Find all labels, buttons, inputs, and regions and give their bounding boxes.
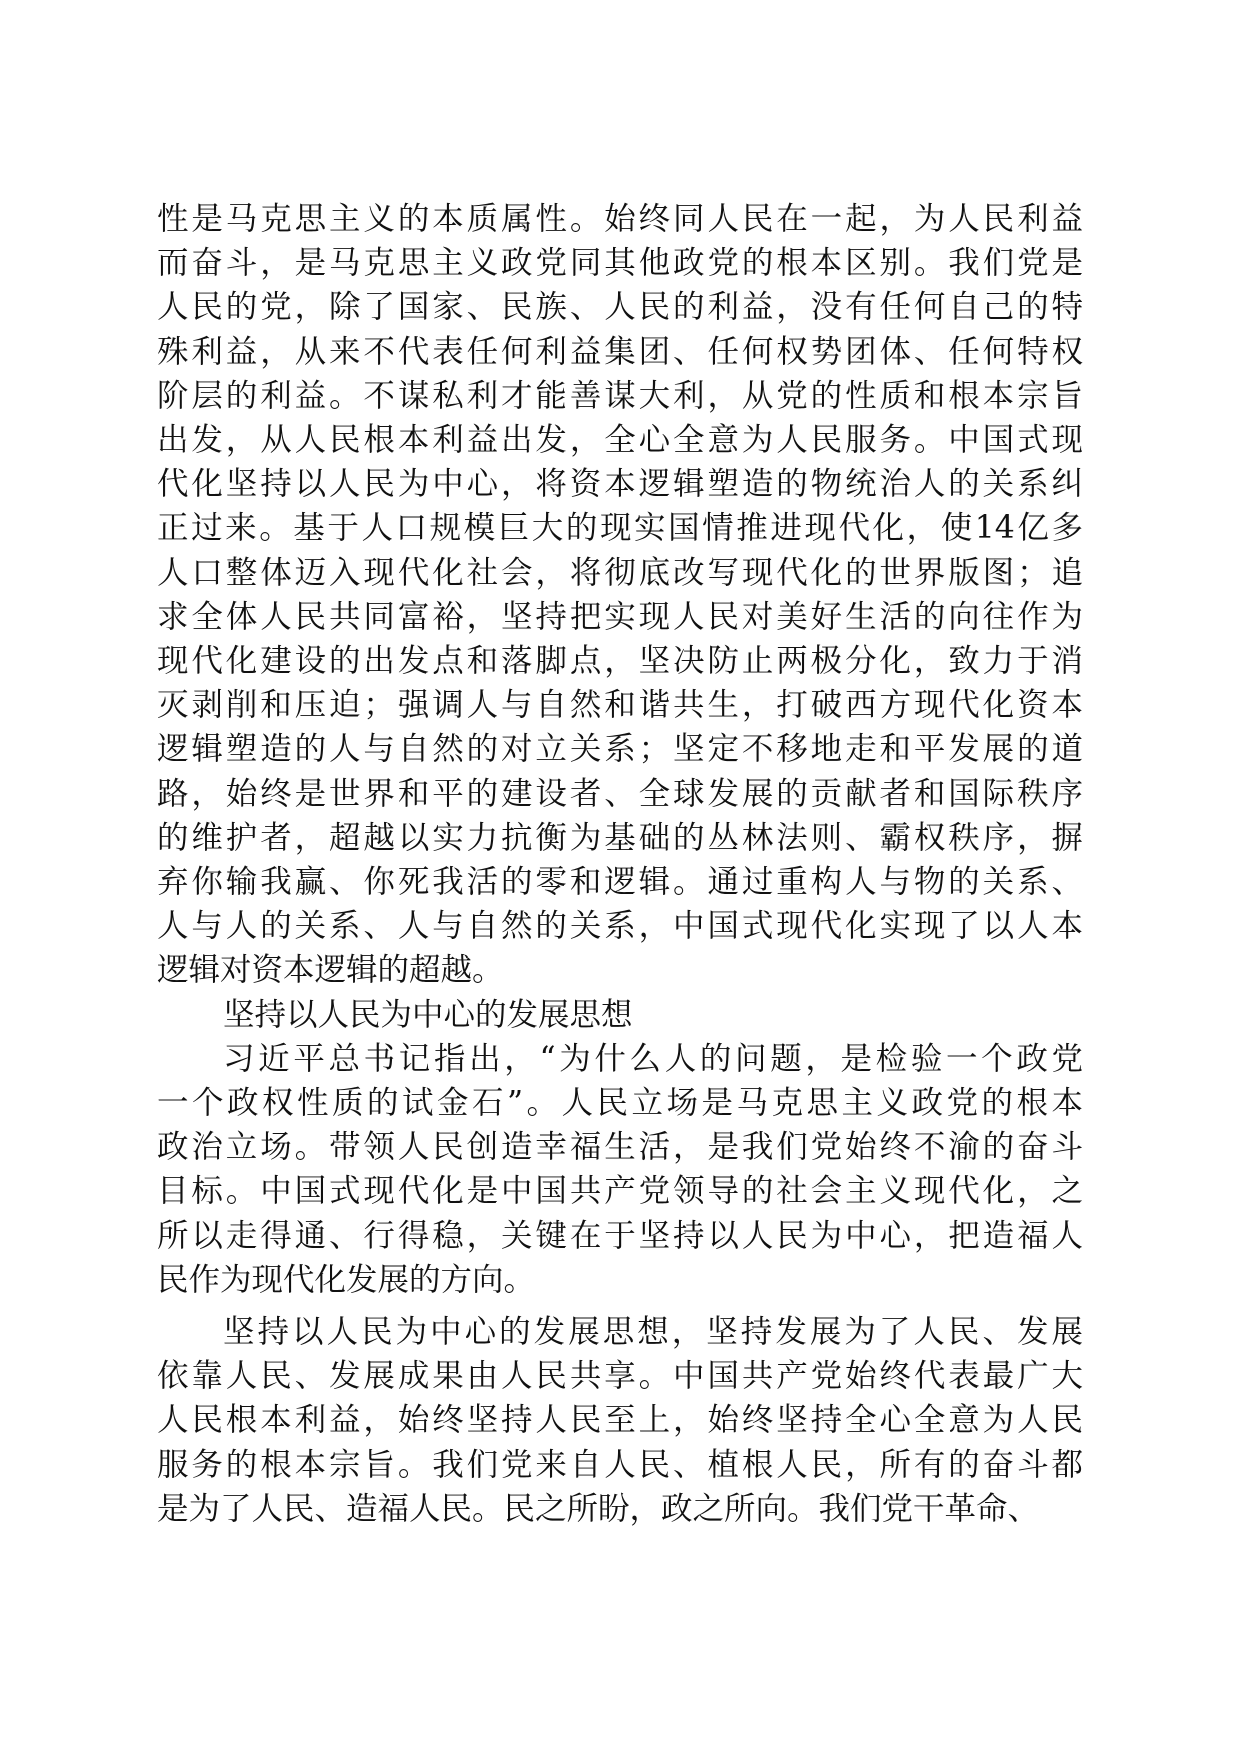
text-line: 殊利益，从来不代表任何利益集团、任何权势团体、任何特权	[157, 333, 1083, 370]
text-line: 现代化建设的出发点和落脚点，坚决防止两极分化，致力于消	[157, 643, 1083, 680]
paragraph-quote	[157, 1037, 1083, 1302]
text-line: 习近平总书记指出，“为什么人的问题，是检验一个政党	[223, 1040, 1083, 1077]
text-line: 所以走得通、行得稳，关键在于坚持以人民为中心，把造福人	[157, 1217, 1083, 1254]
text-line: 民作为现代化发展的方向。	[157, 1261, 536, 1298]
text-line: 服务的根本宗旨。我们党来自人民、植根人民，所有的奋斗都	[157, 1446, 1083, 1483]
document-page	[157, 197, 1083, 1531]
text-line: 的维护者，超越以实力抗衡为基础的丛林法则、霸权秩序，摒	[157, 819, 1083, 856]
text-line: 政治立场。带领人民创造幸福生活，是我们党始终不渝的奋斗	[157, 1129, 1083, 1166]
text-line: 一个政权性质的试金石”。人民立场是马克思主义政党的根本	[157, 1085, 1083, 1122]
text-line: 人民根本利益，始终坚持人民至上，始终坚持全心全意为人民	[157, 1402, 1083, 1439]
text-line: 路，始终是世界和平的建设者、全球发展的贡献者和国际秩序	[157, 775, 1083, 812]
text-line: 人口整体迈入现代化社会，将彻底改写现代化的世界版图；追	[157, 554, 1083, 591]
text-line: 人与人的关系、人与自然的关系，中国式现代化实现了以人本	[157, 908, 1083, 945]
text-line: 人民的党，除了国家、民族、人民的利益，没有任何自己的特	[157, 289, 1083, 326]
text-line: 逻辑对资本逻辑的超越。	[157, 952, 504, 989]
text-line: 坚持以人民为中心的发展思想，坚持发展为了人民、发展	[223, 1314, 1083, 1351]
text-line: 代化坚持以人民为中心，将资本逻辑塑造的物统治人的关系纠	[157, 466, 1083, 503]
paragraph-continued	[157, 197, 1083, 993]
text-line: 而奋斗，是马克思主义政党同其他政党的根本区别。我们党是	[157, 245, 1083, 282]
text-line: 灭剥削和压迫；强调人与自然和谐共生，打破西方现代化资本	[157, 687, 1083, 724]
text-line: 是为了人民、造福人民。民之所盼，政之所向。我们党干革命、	[157, 1490, 1040, 1527]
text-line: 出发，从人民根本利益出发，全心全意为人民服务。中国式现	[157, 422, 1083, 459]
text-line: 阶层的利益。不谋私利才能善谋大利，从党的性质和根本宗旨	[157, 377, 1083, 414]
text-line: 性是马克思主义的本质属性。始终同人民在一起，为人民利益	[157, 201, 1083, 237]
paragraph-development	[157, 1310, 1083, 1531]
text-line: 依靠人民、发展成果由人民共享。中国共产党始终代表最广大	[157, 1358, 1083, 1395]
text-line: 目标。中国式现代化是中国共产党领导的社会主义现代化，之	[157, 1173, 1083, 1210]
section-heading: 坚持以人民为中心的发展思想	[223, 996, 633, 1033]
text-line: 逻辑塑造的人与自然的对立关系；坚定不移地走和平发展的道	[157, 731, 1083, 768]
text-line: 弃你输我赢、你死我活的零和逻辑。通过重构人与物的关系、	[157, 864, 1083, 901]
text-line: 求全体人民共同富裕，坚持把实现人民对美好生活的向往作为	[157, 598, 1083, 635]
text-line: 正过来。基于人口规模巨大的现实国情推进现代化，使14亿多	[157, 510, 1083, 547]
